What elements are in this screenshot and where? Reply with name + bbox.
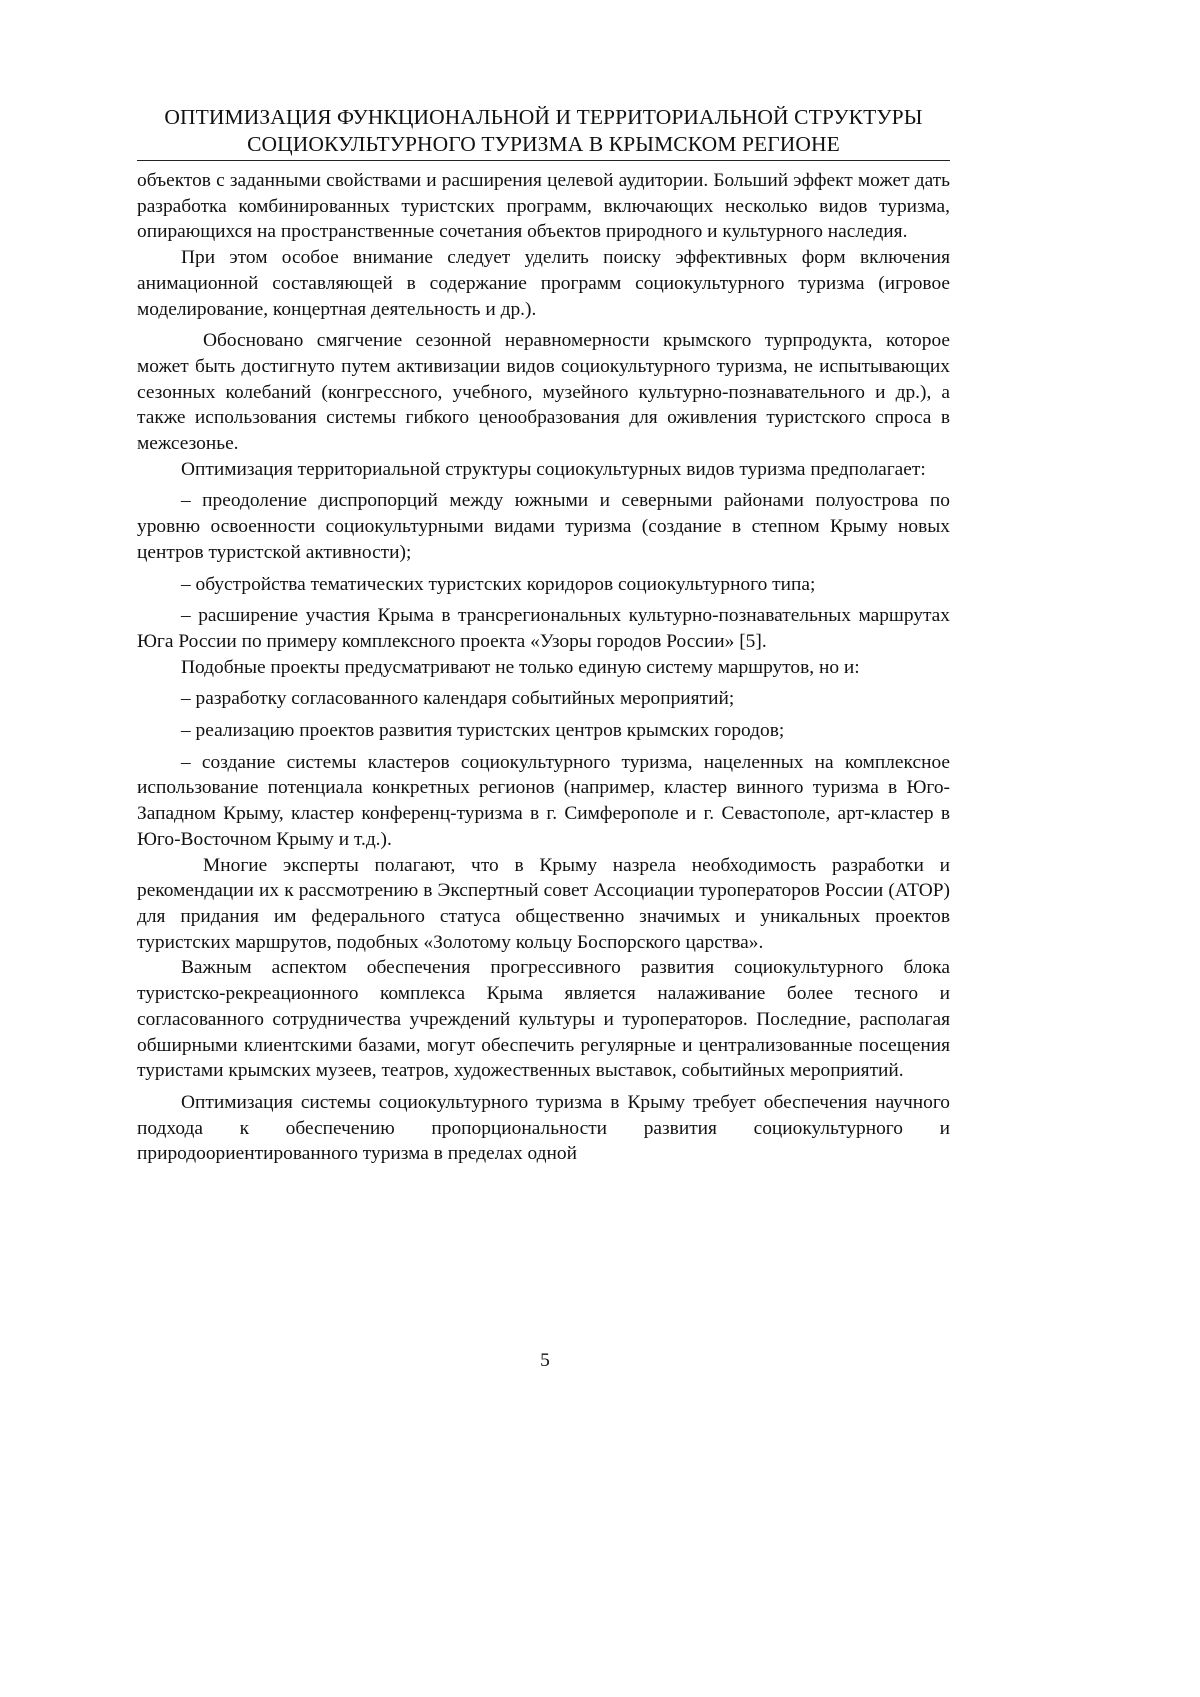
header-divider [137,160,950,161]
list-item: – преодоление диспропорций между южными и северными районами полуострова по уровню освоенности социокультурными видами туризма (создание в степном Крыму новых центров туристской активности); [137,490,950,563]
list-item: – расширение участия Крыма в трансрегиональных культурно-познавательных маршрутах Юга России по примеру комплексного проекта «Узоры городов России» [5]. [137,605,950,652]
paragraph: Оптимизация территориальной структуры социокультурных видов туризма предполагает: [181,458,926,480]
header-title-line-1: ОПТИМИЗАЦИЯ ФУНКЦИОНАЛЬНОЙ И ТЕРРИТОРИАЛЬНОЙ СТРУКТУРЫ [164,105,923,129]
running-header [137,104,950,158]
paragraph: Подобные проекты предусматривают не только единую систему маршрутов, но и: [181,656,860,678]
paragraph: Обосновано смягчение сезонной неравномерности крымского турпродукта, которое может быть достигнуто путем активизации видов социокультурного туризма, не испытывающих сезонных колебаний (конгрессного, учебного, музейного культурно-познавательного и др.), а также использования системы гибкого ценообразования для оживления туристского спроса в межсезонье. [137,330,950,455]
list-item: – разработку согласованного календаря событийных мероприятий; [181,688,735,710]
list-item: – создание системы кластеров социокультурного туризма, нацеленных на комплексное использование потенциала конкретных регионов (например, кластер винного туризма в Юго-Западном Крыму, кластер конференц-туризма в г. Симферополе и г. Севастополе, арт-кластер в Юго-Восточном Крыму и т.д.). [137,751,950,850]
paragraph: Оптимизация системы социокультурного туризма в Крыму требует обеспечения научного подхода к обеспечению пропорциональности развития социокультурного и природоориентированного туризма в пределах одной [137,1091,950,1165]
header-title-line-2: СОЦИОКУЛЬТУРНОГО ТУРИЗМА В КРЫМСКОМ РЕГИОНЕ [247,132,840,156]
list-item: – реализацию проектов развития туристских центров крымских городов; [181,720,785,742]
body-text [137,168,950,1167]
paragraph: Важным аспектом обеспечения прогрессивного развития социокультурного блока туристско-рекреационного комплекса Крыма является налаживание более тесного и согласованного сотрудничества учреждений культуры и туроператоров. Последние, располагая обширными клиентскими базами, могут обеспечить регулярные и централизованные посещения туристами крымских музеев, театров, художественных выставок, событийных мероприятий. [137,957,950,1082]
paragraph-continued: объектов с заданными свойствами и расширения целевой аудитории. Больший эффект может дать разработка комбинированных туристских программ, включающих несколько видов туризма, опирающихся на пространственные сочетания объектов природного и культурного наследия. [137,170,950,243]
page-number: 5 [540,1350,550,1371]
list-item: – обустройства тематических туристских коридоров социокультурного типа; [181,573,816,595]
paragraph: При этом особое внимание следует уделить поиску эффективных форм включения анимационной составляющей в содержание программ социокультурного туризма (игровое моделирование, концертная деятельность и др.). [137,247,950,320]
paragraph: Многие эксперты полагают, что в Крыму назрела необходимость разработки и рекомендации их к рассмотрению в Экспертный совет Ассоциации туроператоров России (АТОР) для придания им федерального статуса общественно значимых и уникальных проектов туристских маршрутов, подобных «Золотому кольцу Боспорского царства». [137,854,950,953]
